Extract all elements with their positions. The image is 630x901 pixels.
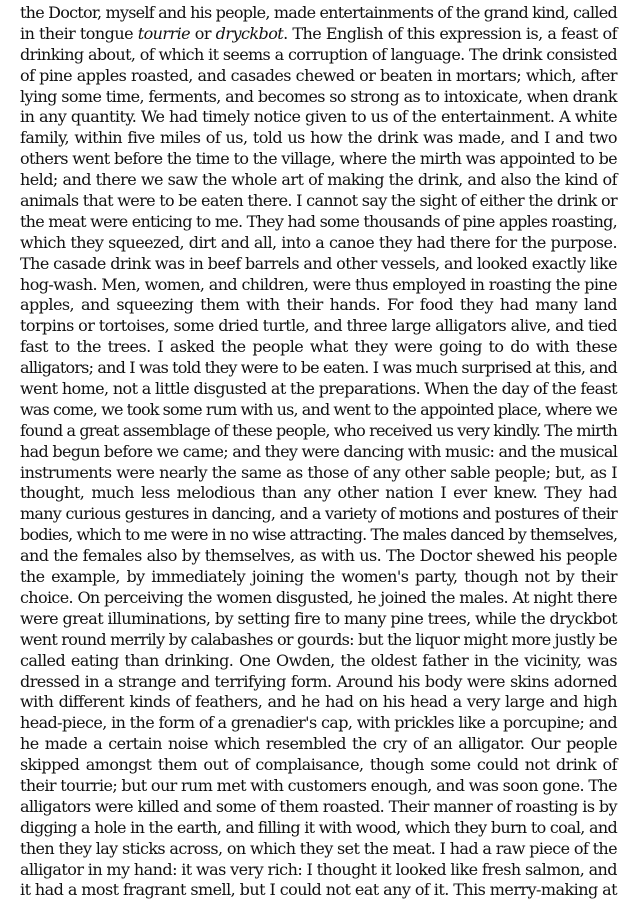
text-run: head-piece, in the form of a grenadier's cap, with prickles like a porcupine; and [20,713,617,733]
text-run: others went before the time to the village, where the mirth was appointed to be [20,149,617,169]
text-run: with different kinds of feathers, and he had on his head a very large and high [20,692,617,712]
text-line [20,525,617,546]
text-line [20,295,617,316]
text-line [20,337,617,358]
text-line [20,254,617,275]
text-line [20,504,617,525]
text-line [20,651,617,672]
text-line [20,546,617,567]
text-run: the example, by immediately joining the women's party, though not by their [20,567,617,587]
text-run: drinking about, of which it seems a corruption of language. The drink consisted [20,44,617,64]
italic-term: dryckbot [215,23,284,43]
text-line [20,672,617,693]
body-text [20,3,617,901]
text-run: bodies, which to me were in no wise attracting. The males danced by themselves, [20,525,618,545]
text-line [20,275,617,296]
text-line [20,316,617,337]
text-line [20,588,617,609]
text-run: torpins or tortoises, some dried turtle, and three large alligators alive, and tied [20,316,617,336]
text-run: the meat were enticing to me. They had some thousands of pine apples roasting, [20,211,617,231]
text-line [20,149,617,170]
text-run: he made a certain noise which resembled the cry of an alligator. Our people [20,734,617,754]
text-line [20,87,617,108]
text-run: apples, and squeezing them with their hands. For food they had many land [20,295,617,315]
text-run: of pine apples roasted, and casades chewed or beaten in mortars; which, after [20,65,617,85]
text-run: instruments were nearly the same as those of any other sable people; but, as I [20,462,617,482]
text-run: animals that were to be eaten there. I cannot say the sight of either the drink or [20,191,617,211]
text-run: thought, much less melodious than any other nation I ever knew. They had [20,483,617,503]
text-line [20,442,617,463]
text-line [20,170,617,191]
text-run: family, within five miles of us, told us how the drink was made, and I and two [20,128,617,148]
text-run: had begun before we came; and they were dancing with music: and the musical [20,441,618,461]
text-line [20,713,617,734]
text-run: dressed in a strange and terrifying form. Around his body were skins adorned [20,671,617,691]
text-run: their tourrie; but our rum met with customers enough, and was soon gone. The [20,775,617,795]
text-line [20,567,617,588]
text-run: went home, not a little disgusted at the preparations. When the day of the feast [20,379,617,399]
text-line [20,45,617,66]
text-run: were great illuminations, by setting fire to many pine trees, while the dryckbot [20,608,617,628]
text-line [20,3,617,24]
text-line [20,191,617,212]
text-run: in any quantity. We had timely notice given to us of the entertainment. A white [20,107,617,127]
text-run: fast to the trees. I asked the people what they were going to do with these [20,337,617,357]
text-run: held; and there we saw the whole art of making the drink, and also the kind of [20,170,617,190]
text-run: in their tongue [20,23,138,43]
text-run: was come, we took some rum with us, and went to the appointed place, where we [20,399,617,419]
text-run: alligator in my hand: it was very rich: I thought it looked like fresh salmon, and [20,859,618,879]
text-run: which they squeezed, dirt and all, into a canoe they had there for the purpose. [20,232,617,252]
text-run: skipped amongst them out of complaisance, though some could not drink of [20,755,617,775]
text-line [20,463,617,484]
text-line [20,818,617,839]
text-line [20,880,617,901]
text-line [20,630,617,651]
text-line [20,483,617,504]
text-line [20,379,617,400]
text-run: alligators; and I was told they were to be eaten. I was much surprised at this, and [20,358,617,378]
text-run: the Doctor, myself and his people, made entertainments of the grand kind, called [20,3,617,22]
text-line [20,66,617,87]
text-line [20,212,617,233]
text-line [20,233,617,254]
text-run: called eating than drinking. One Owden, the oldest father in the vicinity, was [20,650,617,670]
text-run: lying some time, ferments, and becomes so strong as to intoxicate, when drank [20,86,617,106]
text-line [20,421,617,442]
text-run: it had a most fragrant smell, but I could not eat any of it. This merry-making at [20,880,617,900]
text-line [20,107,617,128]
text-run: digging a hole in the earth, and filling it with wood, which they burn to coal, and [20,817,617,837]
text-line [20,755,617,776]
text-line [20,860,617,881]
text-line [20,692,617,713]
text-run: many curious gestures in dancing, and a variety of motions and postures of their [20,504,617,524]
text-run: or [190,23,216,43]
text-run: . The English of this expression is, a feast of [283,23,618,43]
text-line [20,358,617,379]
text-run: went round merrily by calabashes or gourds: but the liquor might more justly be [20,629,618,649]
text-run: choice. On perceiving the women disgusted, he joined the males. At night there [20,587,617,607]
text-line [20,776,617,797]
text-run: hog-wash. Men, women, and children, were thus employed in roasting the pine [20,274,617,294]
text-run: and the females also by themselves, as with us. The Doctor shewed his people [20,546,617,566]
text-line [20,609,617,630]
text-run: then they lay sticks across, on which they set the meat. I had a raw piece of the [20,838,617,858]
text-line [20,734,617,755]
text-run: alligators were killed and some of them roasted. Their manner of roasting is by [20,796,617,816]
text-line [20,24,617,45]
italic-term: tourrie [137,23,191,43]
text-line [20,400,617,421]
text-line [20,128,617,149]
text-line [20,839,617,860]
text-run: The casade drink was in beef barrels and other vessels, and looked exactly like [20,253,617,273]
text-run: found a great assemblage of these people, who received us very kindly. The mirth [20,420,618,440]
